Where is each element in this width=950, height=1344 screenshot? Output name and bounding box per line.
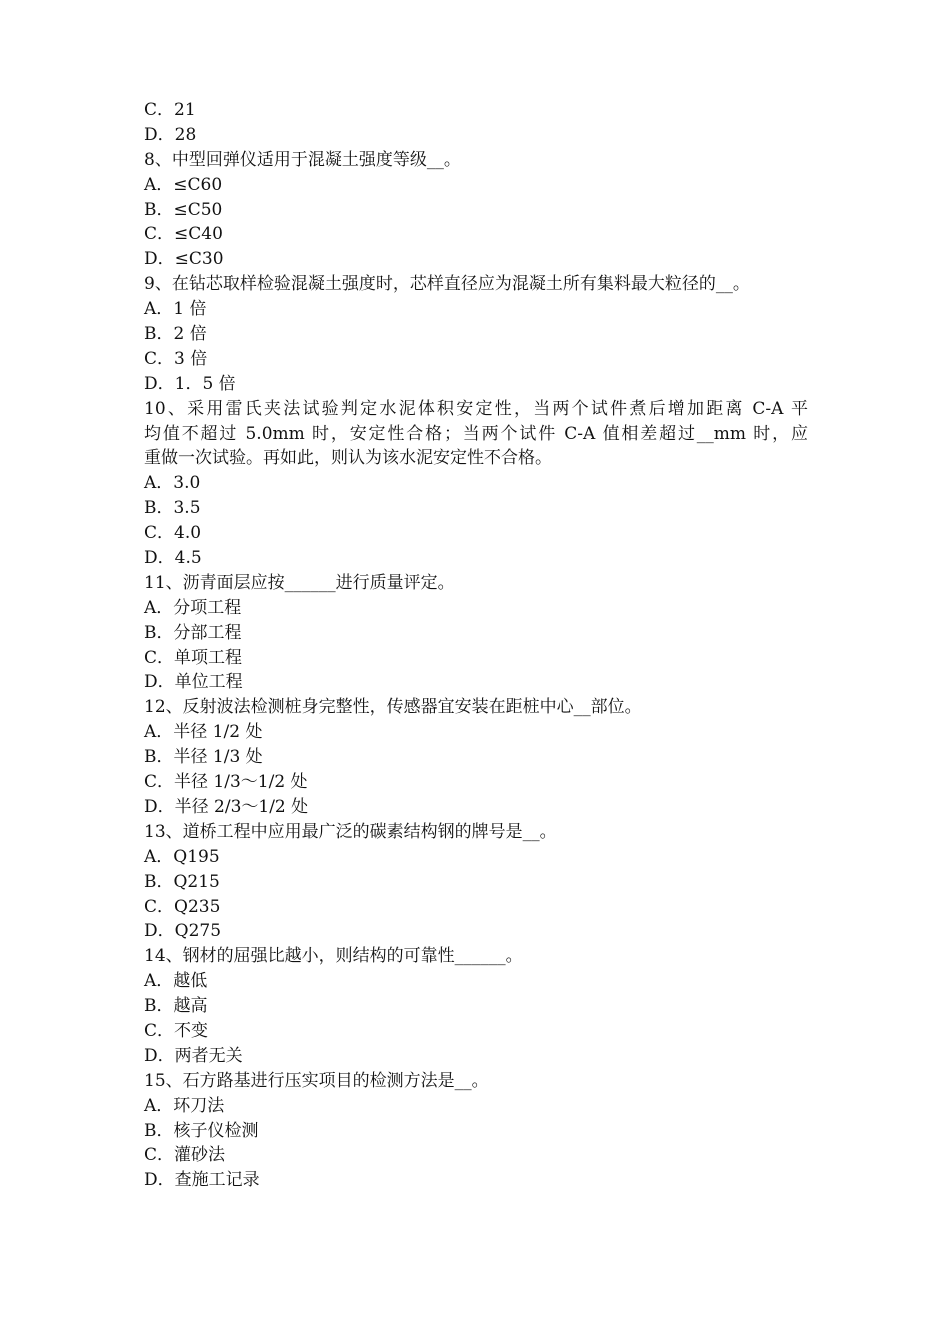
option-d-q14: D．两者无关 [144, 1045, 243, 1066]
option-d-q15: D．查施工记录 [144, 1170, 260, 1191]
document-body [144, 98, 808, 1193]
option-b-q15: B．核子仪检测 [144, 1120, 259, 1141]
option-c-q8: C．≤C40 [144, 224, 223, 245]
option-d-q10: D．4.5 [144, 548, 202, 569]
question-12: 12、反射波法检测桩身完整性，传感器宜安装在距桩中心__部位。 [144, 697, 642, 718]
option-d-q9: D．1．5 倍 [144, 373, 236, 394]
option-b-q14: B．越高 [144, 996, 208, 1017]
option-c-q10: C．4.0 [144, 523, 202, 544]
question-10-line-3: 重做一次试验。再如此，则认为该水泥安定性不合格。 [144, 448, 552, 469]
option-a-q12: A．半径 1/2 处 [144, 722, 263, 743]
question-15: 15、石方路基进行压实项目的检测方法是__。 [144, 1070, 489, 1091]
option-c-q13: C．Q235 [144, 896, 221, 917]
question-13: 13、道桥工程中应用最广泛的碳素结构钢的牌号是__。 [144, 821, 557, 842]
option-d-q12: D．半径 2/3～1/2 处 [144, 796, 309, 817]
question-9: 9、在钻芯取样检验混凝土强度时，芯样直径应为混凝土所有集料最大粒径的__。 [144, 274, 750, 295]
option-c-q7: C．21 [144, 100, 196, 120]
question-14: 14、钢材的屈强比越小，则结构的可靠性______。 [144, 946, 523, 967]
option-a-q8: A．≤C60 [144, 174, 223, 195]
option-b-q12: B．半径 1/3 处 [144, 747, 263, 768]
option-b-q13: B．Q215 [144, 871, 220, 892]
option-c-q14: C．不变 [144, 1020, 209, 1041]
option-c-q9: C．3 倍 [144, 348, 208, 369]
option-a-q11: A．分项工程 [144, 597, 242, 618]
option-a-q14: A．越低 [144, 971, 208, 992]
option-c-q15: C．灌砂法 [144, 1145, 226, 1166]
option-d-q8: D．≤C30 [144, 249, 224, 270]
option-c-q12: C．半径 1/3～1/2 处 [144, 772, 308, 793]
option-a-q9: A．1 倍 [144, 299, 207, 320]
option-b-q11: B．分部工程 [144, 622, 242, 643]
option-b-q8: B．≤C50 [144, 199, 223, 220]
option-b-q10: B．3.5 [144, 498, 201, 519]
option-c-q11: C．单项工程 [144, 647, 243, 668]
question-10-line-1: 10、采用雷氏夹法试验判定水泥体积安定性，当两个试件煮后增加距离 C-A 平 [144, 398, 808, 419]
option-d-q13: D．Q275 [144, 921, 222, 942]
option-b-q9: B．2 倍 [144, 324, 207, 345]
option-d-q11: D．单位工程 [144, 672, 243, 693]
option-a-q15: A．环刀法 [144, 1095, 225, 1116]
question-8: 8、中型回弹仪适用于混凝土强度等级__。 [144, 149, 461, 170]
question-10-line-2: 均值不超过 5.0mm 时，安定性合格；当两个试件 C-A 值相差超过__mm 时，应 [144, 423, 808, 444]
option-d-q7: D．28 [144, 124, 197, 145]
option-a-q10: A．3.0 [144, 473, 201, 494]
question-11: 11、沥青面层应按______进行质量评定。 [144, 572, 455, 593]
option-a-q13: A．Q195 [144, 846, 220, 867]
